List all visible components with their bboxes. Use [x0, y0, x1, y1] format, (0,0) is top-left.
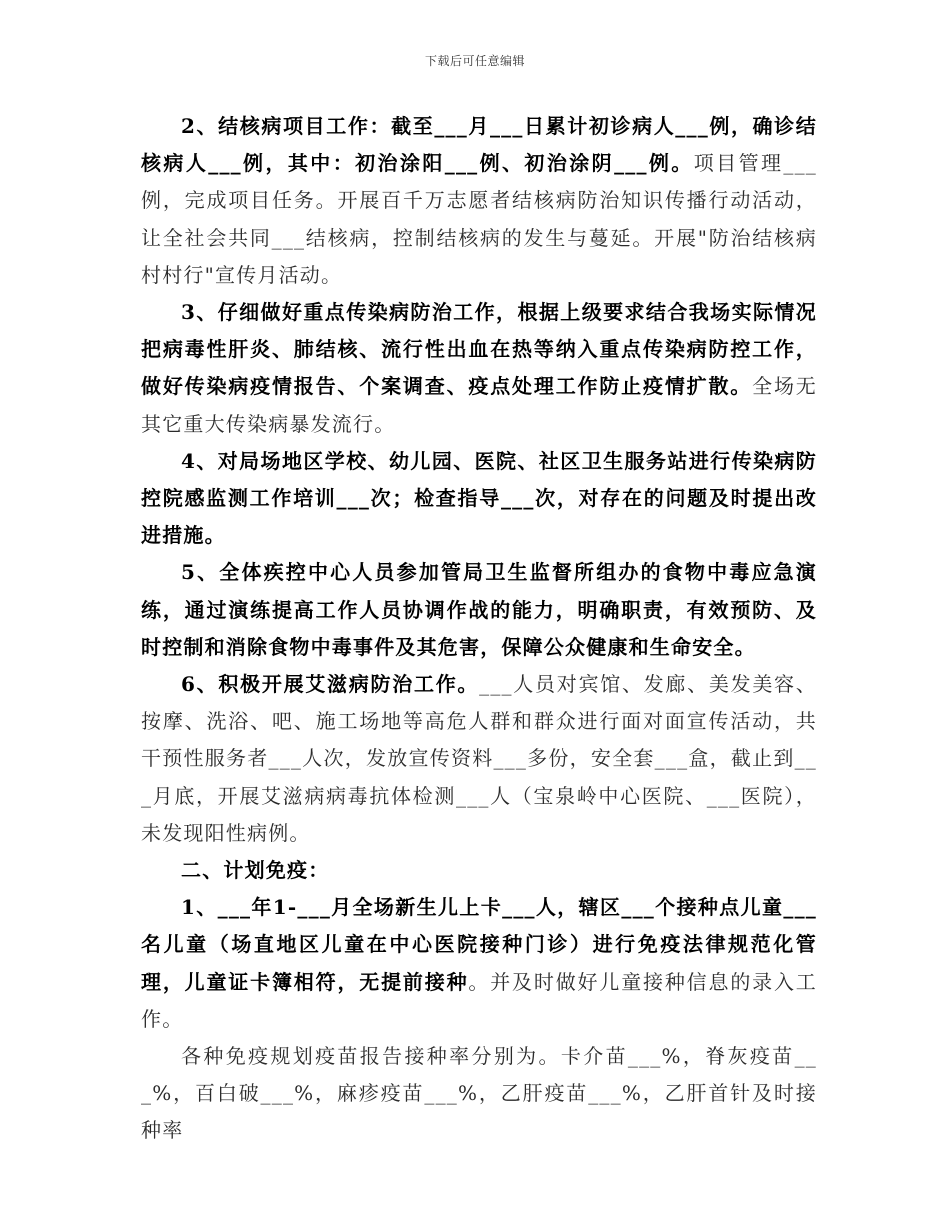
paragraph-normal-text: 各种免疫规划疫苗报告接种率分别为。卡介苗___%，脊灰疫苗___%，百白破___%，麻疹疫苗___%，乙肝疫苗___%，乙肝首针及时接种率 [141, 1044, 817, 1143]
paragraph-normal-text: 。并及时做好儿童接种信息的录入工作。 [141, 969, 818, 1031]
paragraph-bold-text: 1、___年1-___月全场新生儿上卡___人，辖区___个接种点儿童___名儿童（场直地区儿童在中心医院接种门诊）进行免疫法律规范化管理，儿童证卡簿相符，无提前接种 [141, 895, 817, 994]
paragraph-bold-text: 4、对局场地区学校、幼儿园、医院、社区卫生服务站进行传染病防控院感监测工作培训___次；检查指导___次，对存在的问题及时提出改进措施。 [141, 448, 817, 548]
paragraph-tuberculosis [141, 108, 817, 294]
paragraph-aids-prevention [141, 666, 817, 852]
paragraph-training [141, 443, 817, 555]
document-body [141, 108, 817, 1150]
paragraph-bold-text: 3、仔细做好重点传染病防治工作，根据上级要求结合我场实际情况把病毒性肝炎、肺结核、流行性出血在热等纳入重点传染病防控工作，做好传染病疫情报告、个案调查、疫点处理工作防止疫情扩散。 [141, 300, 817, 399]
paragraph-bold-text: 2、结核病项目工作：截至___月___日累计初诊病人___例，确诊结核病人___例，其中：初治涂阳___例、初治涂阴___例。 [141, 114, 817, 176]
page-header: 下载后可任意编辑 [424, 54, 525, 68]
paragraph-bold-text: 5、全体疾控中心人员参加管局卫生监督所组办的食物中毒应急演练，通过演练提高工作人员协调作战的能力，明确职责，有效预防、及时控制和消除食物中毒事件及其危害，保障公众健康和生命安全。 [141, 560, 817, 659]
paragraph-bold-text: 二、计划免疫： [181, 858, 330, 883]
paragraph-vaccination-rates [141, 1038, 817, 1150]
paragraph-normal-text: ___人员对宾馆、发廊、美发美容、按摩、洗浴、吧、施工场地等高危人群和群众进行面对面宣传活动，共干预性服务者___人次，发放宣传资料___多份，安全套___盒，截止到___月底，开展艾滋病病毒抗体检测___人（宝泉岭中心医院、___医院），未发现阳性病例。 [141, 672, 817, 845]
paragraph-bold-text: 6、积极开展艾滋病防治工作。 [181, 672, 480, 697]
paragraph-normal-text: 全场无其它重大传染病暴发流行。 [141, 374, 817, 436]
paragraph-food-poisoning-drill [141, 554, 817, 666]
section-heading-immunization [141, 852, 817, 889]
paragraph-newborn-registration [141, 889, 817, 1038]
paragraph-key-diseases [141, 294, 817, 443]
paragraph-normal-text: 项目管理___例，完成项目任务。开展百千万志愿者结核病防治知识传播行动活动，让全社会共同___结核病，控制结核病的发生与蔓延。开展"防治结核病村村行"宣传月活动。 [141, 151, 817, 287]
